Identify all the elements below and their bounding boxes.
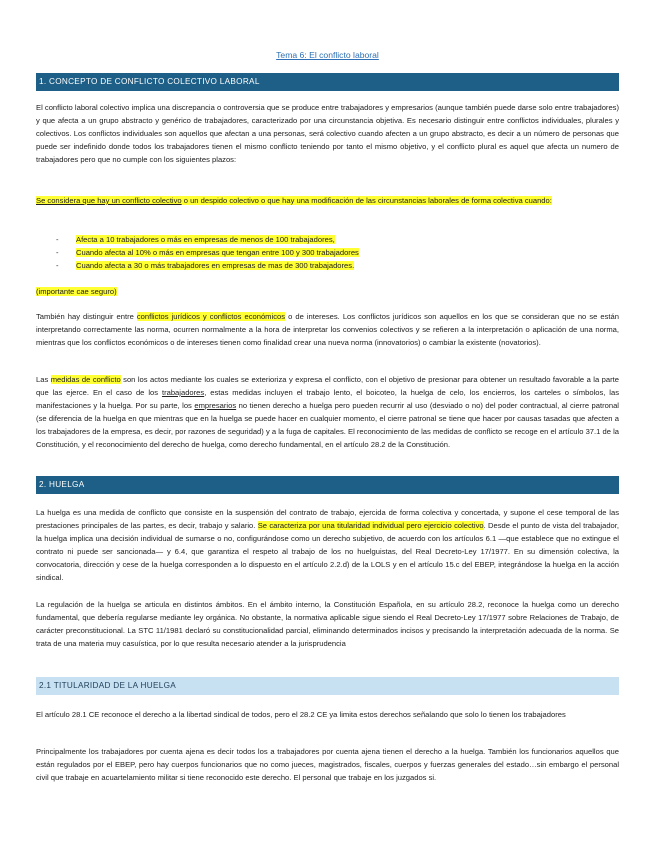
list-item: - Cuando afecta al 10% o más en empresas que tengan entre 100 y 300 trabajadores [56,248,359,257]
section1-paragraph-4: Las medidas de conflicto son los actos mediante los cuales se exterioriza y expresa el conflicto, con el objetivo de presionar para obtener un resultado favorable a la parte que las ejerce. En el caso de los trabajadores, estas medidas incluyen el trabajo lento, el boicoteo, la huelga de celo, los encierros, los carteles o símbolos, las manifestaciones y la huelga. Por su parte, los empresarios no tienen derecho a huelga pero pueden recurrir al uso (desviado o no) del poder contractual, al cierre patronal (se diferencia de la huelga en que mientras que en la huelga se puede hacer en cualquier momento, el cierre patronal se tiene que hacer por causas tasadas que afecten a los trabajadores de la empresa, es decir, por razones de seguridad) y a la fuga de capitales. El reconocimiento de las medidas de conflicto se recoge en el artículo 37.1 de la Constitución, y el reconocimiento del derecho de huelga, como derecho fundamental, en el artículo 28.2 de la Constitución. [36,375,619,449]
threshold-list [36,233,619,272]
section-heading-2: 2. HUELGA [36,476,619,494]
collective-conflict-term: Se considera que hay un conflicto colectivo [36,196,182,205]
collective-conflict-rest: o un despido colectivo o que hay una modificación de las circunstancias laborales de forma colectiva cuando: [181,196,552,205]
important-note: (importante cae seguro) [36,287,117,296]
section21-paragraph-2: Principalmente los trabajadores por cuenta ajena es decir todos los a trabajadores por cuenta ajena tienen el derecho a la huelga. También los funcionarios aquellos que están regulados por el EBEP, pero hay cuerpos funcionarios que no como jueces, magistrados, fiscales, cuerpos y fuerzas generales del estado…sin embargo el personal civil que trabaje en acuartelamiento militar si tiene reconocido este derecho. El personal que trabaje en los juzgados si. [36,747,619,782]
section2-paragraph-1: La huelga es una medida de conflicto que consiste en la suspensión del contrato de trabajo, ejercida de forma colectiva y concertada, y supone el cese temporal de las prestaciones principales de las partes, es decir, trabajo y salario. Se caracteriza por una titularidad individual pero ejercicio colectivo. Desde el punto de vista del trabajador, la huelga implica una decisión individual de sumarse o no, configurándose como un derecho subjetivo, de acuerdo con los artículos 6.1 —que establece que no extingue el contrato ni puede ser sancionada— y 6.4, que garantiza el respeto al trabajo de los no huelguistas, del Real Decreto-Ley 17/1977. En su dimensión colectiva, la convocatoria, dirección y cese de la huelga corresponden a lo dispuesto en el artículo 2.2.d) de la LOLS y en el artículo 15.c del EBEP, integrándose la huelga en la acción sindical. [36,508,619,582]
section21-paragraph-1: El artículo 28.1 CE reconoce el derecho a la libertad sindical de todos, pero el 28.2 CE ya limita estos derechos señalando que solo lo tienen los trabajadores [36,710,566,719]
section-heading-1: 1. CONCEPTO DE CONFLICTO COLECTIVO LABORAL [36,73,619,91]
document-title[interactable]: Tema 6: El conflicto laboral [276,50,379,60]
section2-paragraph-2: La regulación de la huelga se articula en distintos ámbitos. En el ámbito interno, la Constitución Española, en su artículo 28.2, reconoce la huelga como un derecho fundamental, que debería regularse mediante ley orgánica. No obstante, la normativa aplicable sigue siendo el Real Decreto-Ley 17/1977 sobre Relaciones de Trabajo, de carácter preconstitucional. La STC 11/1981 declaró su constitucionalidad parcial, eliminando determinados incisos y precisando la interpretación adecuada de la norma. Se trata de una materia muy casuística, por lo que resulta necesario atender a la jurisprudencia [36,600,619,648]
section-heading-2-1: 2.1 TITULARIDAD DE LA HUELGA [36,677,619,695]
section1-paragraph-1: El conflicto laboral colectivo implica una discrepancia o controversia que se produce entre trabajadores y empresarios (aunque también puede darse solo entre trabajadores) y que afecta a un grupo abstracto y genérico de trabajadores, caracterizado por una circunstancia objetiva. Es necesario distinguir entre conflictos individuales, plurales y colectivos. Los conflictos individuales son aquellos que afectan a una personas, será colectivo cuando afecten a un grupo abstracto, es decir a un número de personas que puede ser indefinido donde todos los trabajadores tienen el mismo conflicto teniendo por tanto el mismo objetivo, y el conflicto plural es aquel que afecta un numero de trabajadores pero que no cumple con los siguientes plazos: [36,103,619,164]
section1-paragraph-2 [36,194,619,207]
list-item: - Afecta a 10 trabajadores o más en empresas de menos de 100 trabajadores, [56,235,335,244]
section1-paragraph-3: También hay distinguir entre conflictos jurídicos y conflictos económicos o de intereses. Los conflictos jurídicos son aquellos en los que se consideran que no se están interpretando correctamente las norma, ocurren normalmente a la hora de interpretar los convenios colectivos y se refieren a la interpretación o aplicación de una norma, mientras que los conflictos económicos o de intereses tienen como finalidad crear una nueva norma (innovatorios) o cambiar la existente (novatorios). [36,312,619,347]
list-item: - Cuando afecta a 30 o más trabajadores en empresas de mas de 300 trabajadores. [56,261,355,270]
